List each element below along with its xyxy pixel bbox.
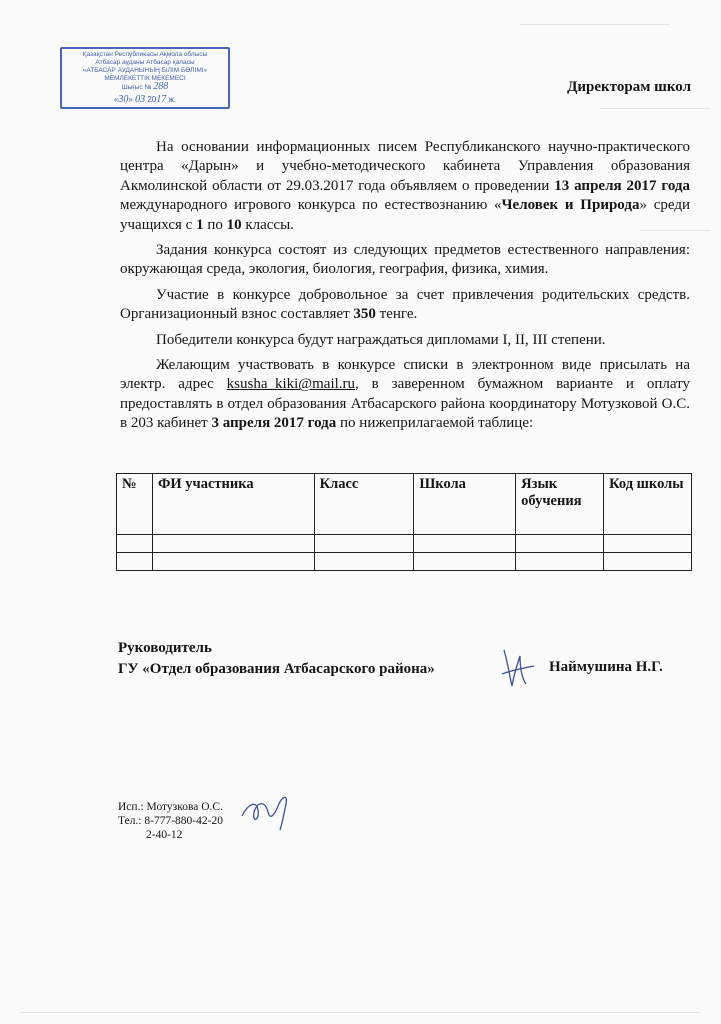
paragraph-fee: Участие в конкурсе добровольное за счет привлечения родительских средств. Организационный взнос составляет 350 тенге. (120, 286, 690, 323)
official-stamp (60, 47, 230, 109)
column-header: Школа (414, 474, 516, 535)
column-header: № (117, 474, 153, 535)
stamp-line: «АТБАСАР АУДАНЫНЫҢ БІЛІМ БӨЛІМІ» (82, 67, 208, 74)
executor-signature (238, 790, 300, 834)
paragraph-announcement: На основании информационных писем Республиканского научно-практического центра «Дарын» и учебно-методического кабинета Управления образования Акмолинской области от 29.03.2017 года объявляем о проведении 13 апреля 2017 года международного игрового конкурса по естествознанию «Человек и Природа» среди учащихся с 1 по 10 классы. (120, 139, 690, 233)
letter-body (120, 138, 690, 440)
column-header: Класс (314, 474, 414, 535)
email-link[interactable]: ksusha_kiki@mail.ru (226, 376, 356, 393)
handwritten-signature (498, 644, 538, 690)
scan-artifact (600, 108, 710, 109)
stamp-line: Қазақстан Республикасы Ақмола облысы (82, 51, 208, 58)
paragraph-awards: Победители конкурса будут награждаться дипломами I, II, III степени. (156, 331, 606, 348)
executor-phone-2: 2-40-12 (146, 829, 183, 841)
stamp-line: МЕМЛЕКЕТТІК МЕКЕМЕСІ (104, 75, 186, 82)
executor-phone: Тел.: 8-777-880-42-20 (118, 815, 223, 827)
executor-name: Исп.: Мотузкова О.С. (118, 801, 223, 813)
table-header-row (117, 474, 692, 535)
stamp-line: Атбасар ауданы Атбасар қаласы (95, 59, 195, 66)
executor-info (118, 800, 223, 842)
stamp-outgoing-number: 288 (153, 81, 169, 92)
table-row (117, 535, 692, 553)
column-header: ФИ участника (152, 474, 314, 535)
stamp-date: «30» 03 2017 ж. (113, 94, 177, 105)
stamp-outgoing: Шығыс № 288 (121, 81, 169, 92)
column-header: Код школы (604, 474, 692, 535)
signatory-name: Наймушина Н.Г. (549, 659, 663, 675)
column-header: Язык обучения (516, 474, 604, 535)
addressee: Директорам школ (567, 79, 691, 95)
signatory-title: Руководитель ГУ «Отдел образования Атбасарского района» (118, 640, 435, 677)
scan-artifact (20, 1012, 700, 1013)
paragraph-submission: Желающим участвовать в конкурсе списки в электронном виде присылать на электр. адрес ksusha_kiki@mail.ru, в заверенном бумажном варианте и оплату предоставлять в отдел образования Атбасарского района координатору Мотузковой О.С. в 203 кабинет 3 апреля 2017 года по нижеприлагаемой таблице: (120, 357, 690, 432)
scan-artifact (520, 24, 670, 25)
table-row (117, 553, 692, 571)
paragraph-subjects: Задания конкурса состоят из следующих предметов естественного направления: окружающая среда, экология, биология, география, физика, химия. (120, 242, 690, 278)
participants-table (116, 473, 692, 571)
